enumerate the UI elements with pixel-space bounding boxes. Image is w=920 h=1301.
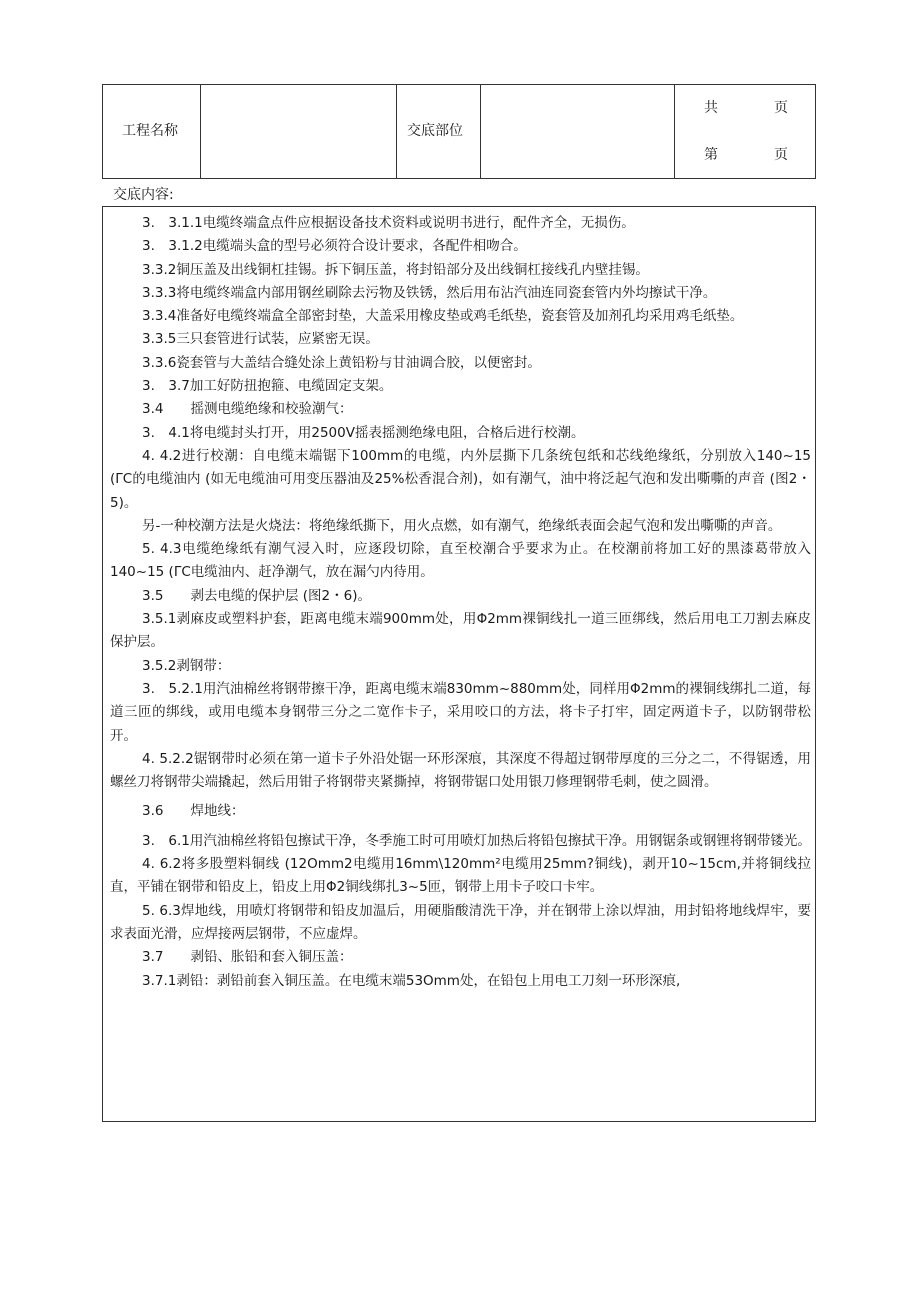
paragraph: 4. 4.2进行校潮：自电缆末端锯下100mm的电缆，内外层撕下几条统包纸和芯线绝缘纸，分别放入140~15 (ΓC的电缆油内 (如无电缆油可用变压器油及25%松香混合剂)，如有潮气，油中将泛起气泡和发出嘶嘶的声音 (图2・5)。 [110, 447, 816, 511]
paragraph: 4. 5.2.2锯钢带时必须在第一道卡子外沿处锯一环形深痕，其深度不得超过钢带厚度的三分之二，不得锯透，用螺丝刀将钢带尖端撬起，然后用钳子将钢带夹紧撕掉，将钢带锯口处用银刀修理钢带毛刺，使之圆滑。 [110, 750, 811, 791]
total-pages: 共 页 [704, 100, 788, 116]
header-divider [480, 85, 481, 178]
paragraph: 3.3.5三只套管进行试装，应紧密无误。 [142, 331, 379, 348]
paragraph: 5. 4.3电缆绝缘纸有潮气浸入时，应逐段切除，直至校潮合乎要求为止。在校潮前将加工好的黑漆葛带放入140~15 (ΓC电缆油内、赶净潮气，放在漏勺内待用。 [110, 541, 811, 581]
paragraph: 3. 5.2.1用汽油棉丝将钢带擦干净，距离电缆末端830mm~880mm处，同样用Φ2mm的裸铜线绑扎二道，每道三匝的绑线，或用电缆本身钢带三分之二宽作卡子，采用咬口的方法，将卡子打牢，固定两道卡子，以防钢带松开。 [110, 680, 811, 744]
section-label: 交底内容: [113, 187, 174, 203]
paragraph: 3.5 剥去电缆的保护层 (图2・6)。 [142, 587, 371, 604]
paragraph: 3. 3.1.2电缆端头盒的型号必须符合设计要求，各配件相吻合。 [142, 238, 527, 255]
paragraph: 3. 6.1用汽油棉丝将铅包擦试干净，冬季施工时可用喷灯加热后将铅包擦拭干净。用钢锯条或钢锂将钢带镂光。 [142, 832, 811, 849]
content-box [102, 206, 816, 1122]
location-label: 交底部位 [407, 123, 463, 139]
paragraph: 3.4 摇测电缆绝缘和校验潮气： [142, 401, 353, 418]
paragraph: 3. 3.7加工好防扭抱箍、电缆固定支架。 [142, 378, 393, 395]
header-divider [396, 85, 397, 178]
paragraph: 3.6 焊地线： [142, 803, 245, 820]
paragraph: 5. 6.3焊地线，用喷灯将钢带和铅皮加温后，用硬脂酸清洗干净，并在钢带上涂以焊油，用封铅将地线焊牢，要求表面光滑，应焊接两层钢带，不应虚焊。 [110, 902, 811, 942]
paragraph: 3.7 剥铅、胀铅和套入铜压盖： [142, 949, 353, 966]
header-divider [674, 85, 675, 178]
paragraph: 3. 4.1将电缆封头打开，用2500V摇表摇测绝缘电阻，合格后进行校潮。 [142, 424, 585, 441]
project-name-label: 工程名称 [122, 123, 178, 139]
header-table [102, 84, 816, 179]
paragraph: 3.5.1剥麻皮或塑料护套，距离电缆末端900mm处，用Φ2mm裸铜线扎一道三匝绑线，然后用电工刀割去麻皮保护层。 [110, 611, 811, 651]
header-divider [200, 85, 201, 178]
paragraph: 3.3.4准备好电缆终端盒全部密封垫，大盖采用橡皮垫或鸡毛纸垫，瓷套管及加剂孔均采用鸡毛纸垫。 [142, 308, 744, 325]
paragraph: 另-一种校潮方法是火烧法：将绝缘纸撕下，用火点燃，如有潮气，绝缘纸表面会起气泡和发出嘶嘶的声音。 [142, 517, 782, 534]
paragraph: 4. 6.2将多股塑料铜线 (12Omm2电缆用16mm\120mm²电缆用25mm?铜线)，剥开10~15cm,并将铜线拉直，平铺在钢带和铅皮上，铅皮上用Φ2铜线绑扎3~5匝，钢带上用卡子咬口卡牢。 [110, 856, 811, 896]
paragraph: 3.3.3将电缆终端盒内部用钢丝刷除去污物及铁锈，然后用布沾汽油连同瓷套管内外均擦试干净。 [142, 284, 717, 301]
current-page: 第 页 [704, 147, 788, 163]
paragraph: 3.3.2铜压盖及出线铜杠挂锡。拆下铜压盖，将封铅部分及出线铜杠接线孔内壁挂锡。 [142, 261, 649, 278]
paragraph: 3. 3.1.1电缆终端盒点件应根据设备技术资料或说明书进行，配件齐全，无损伤。 [142, 215, 635, 231]
paragraph: 3.7.1剥铅：剥铅前套入铜压盖。在电缆末端53Omm处，在铅包上用电工刀刻一环形深痕, [142, 972, 681, 989]
paragraph: 3.3.6瓷套管与大盖结合缝处涂上黄铅粉与甘油调合胶，以便密封。 [142, 354, 541, 371]
paragraph: 3.5.2剥钢带： [142, 657, 231, 674]
